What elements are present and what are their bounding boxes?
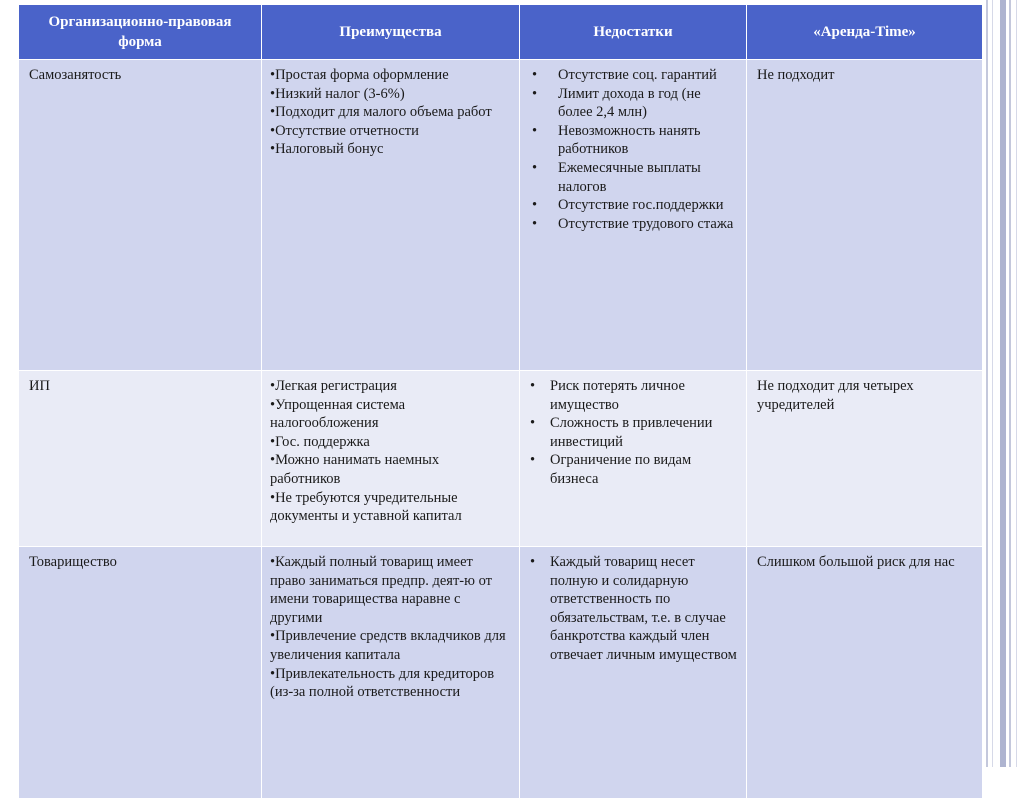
header-disadvantages: Недостатки: [520, 5, 747, 60]
header-verdict: «Аренда-Time»: [747, 5, 983, 60]
disadvantage-item: • Ежемесячные выплаты налогов: [528, 159, 738, 196]
advantage-item: •Привлекательность для кредиторов (из-за полной ответственности: [270, 665, 495, 701]
advantage-item: •Можно нанимать наемных работников: [270, 452, 440, 487]
disadvantage-item: • Отсутствие гос.поддержки: [528, 196, 738, 215]
header-advantages: Преимущества: [262, 5, 520, 60]
verdict-cell: Не подходит: [747, 60, 983, 371]
advantage-item: •Не требуются учредительные документы и уставной капитал: [270, 489, 462, 525]
disadvantage-item: • Отсутствие соц. гарантий: [528, 66, 738, 85]
advantage-item: •Легкая регистрация: [270, 378, 397, 394]
disadvantage-item: • Риск потерять личное имущество: [528, 377, 738, 414]
advantage-item: •Низкий налог (3-6%): [270, 85, 405, 102]
header-form: Организационно-правовая форма: [19, 5, 262, 60]
advantage-item: •Отсутствие отчетности: [270, 122, 419, 139]
advantages-cell: [262, 371, 520, 547]
advantages-cell: [262, 547, 520, 799]
table-header-row: [19, 5, 983, 60]
disadvantages-cell: [520, 371, 747, 547]
disadvantage-item: • Невозможность нанять работников: [528, 122, 738, 159]
decor-line: [1009, 0, 1011, 767]
advantage-item: •Гос. поддержка: [270, 433, 370, 450]
disadvantage-item: • Каждый товарищ несет полную и солидарную ответственность по обязательствам, т.е. в случае банкротства каждый член отвечает личным имуществом: [528, 553, 738, 665]
advantage-item: •Привлечение средств вкладчиков для увеличения капитала: [270, 628, 506, 663]
comparison-table: [18, 4, 983, 799]
disadvantage-item: • Сложность в привлечении инвестиций: [528, 414, 738, 451]
table-row: [19, 60, 983, 371]
form-cell: ИП: [19, 371, 262, 547]
decor-line: [1000, 0, 1006, 767]
disadvantages-cell: [520, 60, 747, 371]
disadvantage-item: • Ограничение по видам бизнеса: [528, 451, 738, 488]
disadvantages-cell: [520, 547, 747, 799]
verdict-cell: Не подходит для четырех учредителей: [747, 371, 983, 547]
advantage-item: •Простая форма оформление: [270, 67, 449, 83]
advantage-item: •Налоговый бонус: [270, 141, 384, 158]
form-cell: Товарищество: [19, 547, 262, 799]
decor-line: [992, 0, 993, 767]
verdict-cell: Слишком большой риск для нас: [747, 547, 983, 799]
decor-line: [986, 0, 988, 767]
advantage-item: •Упрощенная система налогообложения: [270, 396, 406, 432]
advantage-item: •Подходит для малого объема работ: [270, 104, 492, 121]
decor-line: [1016, 0, 1017, 767]
advantages-cell: [262, 60, 520, 371]
form-cell: Самозанятость: [19, 60, 262, 371]
table-row: [19, 547, 983, 799]
table-row: [19, 371, 983, 547]
disadvantage-item: • Отсутствие трудового стажа: [528, 215, 738, 234]
disadvantage-item: • Лимит дохода в год (не более 2,4 млн): [528, 85, 738, 122]
advantage-item: •Каждый полный товарищ имеет право заниматься предпр. деят-ю от имени товарищества наравне с другими: [270, 554, 492, 626]
